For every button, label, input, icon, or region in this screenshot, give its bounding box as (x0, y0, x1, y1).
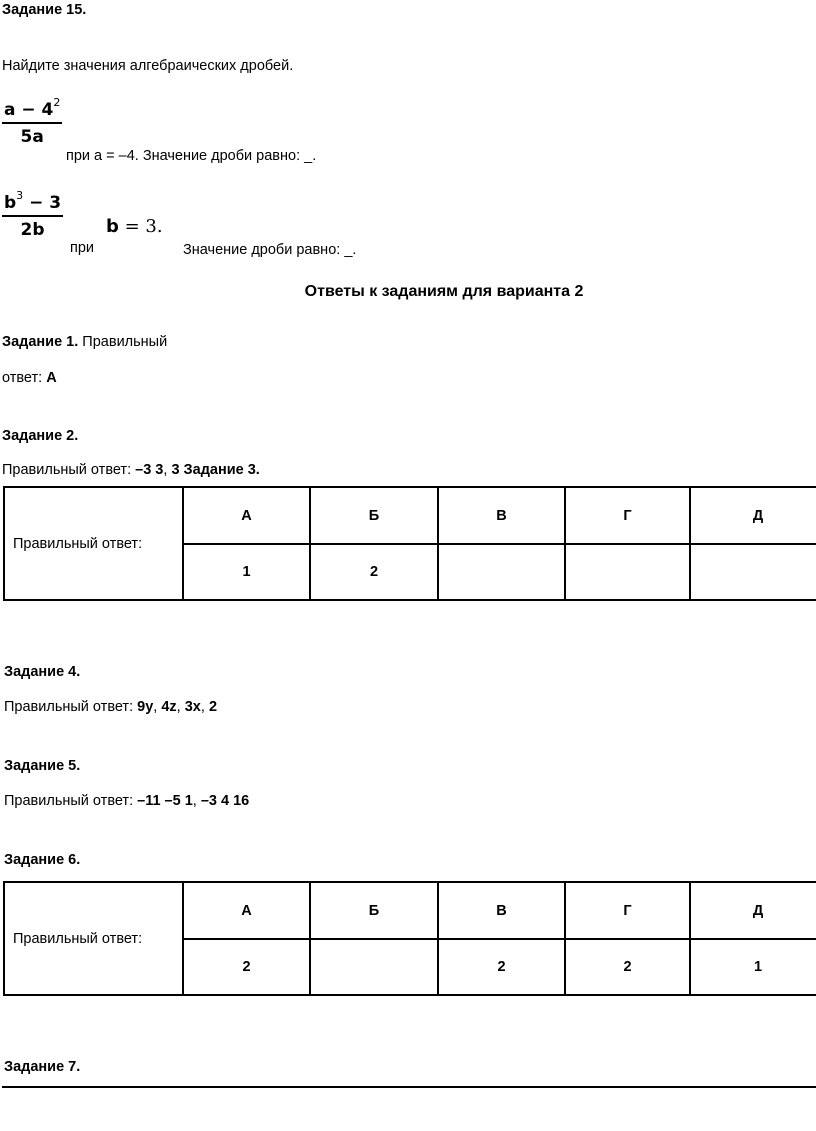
table3-value-cell: 1 (183, 544, 310, 600)
table3-value-cell (438, 544, 565, 600)
table3-header-cell: Д (690, 487, 816, 544)
table3-value-cell (690, 544, 816, 600)
table6-value-cell: 2 (183, 939, 310, 995)
task2-answer-line (2, 462, 260, 478)
task2-heading: Задание 2. (2, 428, 79, 444)
table3-header-cell: Г (565, 487, 690, 544)
task4-answer-prefix: Правильный ответ: (4, 699, 138, 715)
task1-answer-prefix: ответ: (2, 370, 47, 386)
task1-line1 (2, 334, 167, 350)
table6-header-cell: В (438, 882, 565, 939)
table3-header-cell: Б (310, 487, 438, 544)
fraction-1-denominator: 5a (20, 127, 44, 147)
task15-heading: Задание 15. (2, 2, 87, 18)
fraction-2-numerator-var: b (4, 193, 17, 213)
fraction-2-numerator-tail: − 3 (23, 193, 62, 213)
task4-answer-line: Правильный ответ: 9у, 4z, 3х, 2 (4, 699, 218, 715)
task2-answer-1: –3 3 (135, 462, 164, 478)
task4-answer-3: 3х (184, 699, 201, 715)
table6-header-cell: Б (310, 882, 438, 939)
table6-header-cell: Д (690, 882, 816, 939)
fraction-2-denominator: 2b (20, 220, 45, 240)
table3-label: Правильный ответ: (4, 487, 183, 600)
task5-answer-1: –11 –5 1 (137, 793, 193, 809)
table3-value-cell (565, 544, 690, 600)
fraction-2-condition-math (106, 216, 163, 237)
task15-instruction: Найдите значения алгебраических дробей. (2, 58, 294, 74)
table3-value-cell: 2 (310, 544, 438, 600)
table6-header-cell: Г (565, 882, 690, 939)
fraction-1-numerator: a − 4 (4, 100, 54, 120)
table6-value-cell (310, 939, 438, 995)
fraction-1-exponent: 2 (53, 96, 61, 109)
table6-value-cell: 2 (565, 939, 690, 995)
task4-answer-1: 9у (137, 699, 154, 715)
task6-heading: Задание 6. (4, 852, 81, 868)
table6-label: Правильный ответ: (4, 882, 183, 995)
fraction-2-result-text: Значение дроби равно: _. (183, 242, 357, 258)
horizontal-rule (2, 1086, 816, 1088)
fraction-2 (2, 189, 63, 240)
task4-answer-2: 4z (161, 699, 177, 715)
condition-variable: b (106, 216, 119, 237)
task1-line2 (2, 370, 57, 386)
task1-heading: Задание 1. (2, 334, 79, 350)
table6-value-cell: 2 (438, 939, 565, 995)
table3-header-cell: В (438, 487, 565, 544)
fraction-1 (2, 96, 62, 147)
task1-answer: А (46, 370, 57, 386)
task3-heading: Задание 3. (179, 462, 260, 478)
fraction-2-exponent: 3 (16, 189, 24, 202)
task2-separator: , (163, 462, 172, 478)
fraction-1-condition: при а = –4. Значение дроби равно: _. (66, 148, 317, 164)
answer-table-task3 (3, 486, 816, 601)
table6-value-cell: 1 (690, 939, 816, 995)
answers-title: Ответы к заданиям для варианта 2 (304, 283, 584, 300)
table3-header-cell: А (183, 487, 310, 544)
task2-answer-2: 3 (171, 462, 180, 478)
answer-table-task6 (3, 881, 816, 996)
task7-heading: Задание 7. (4, 1059, 81, 1075)
task5-answer-prefix: Правильный ответ: (4, 793, 138, 809)
task4-heading: Задание 4. (4, 664, 81, 680)
fraction-2-pri: при (70, 240, 95, 256)
task5-answer-line: Правильный ответ: –11 –5 1, –3 4 16 (4, 793, 250, 809)
task2-answer-prefix: Правильный ответ: (2, 462, 136, 478)
table6-header-cell: А (183, 882, 310, 939)
task1-text: Правильный (78, 334, 168, 350)
task5-heading: Задание 5. (4, 758, 81, 774)
task4-answer-4: 2 (208, 699, 218, 715)
task5-answer-2: –3 4 16 (200, 793, 250, 809)
condition-value: = 3. (118, 216, 163, 237)
